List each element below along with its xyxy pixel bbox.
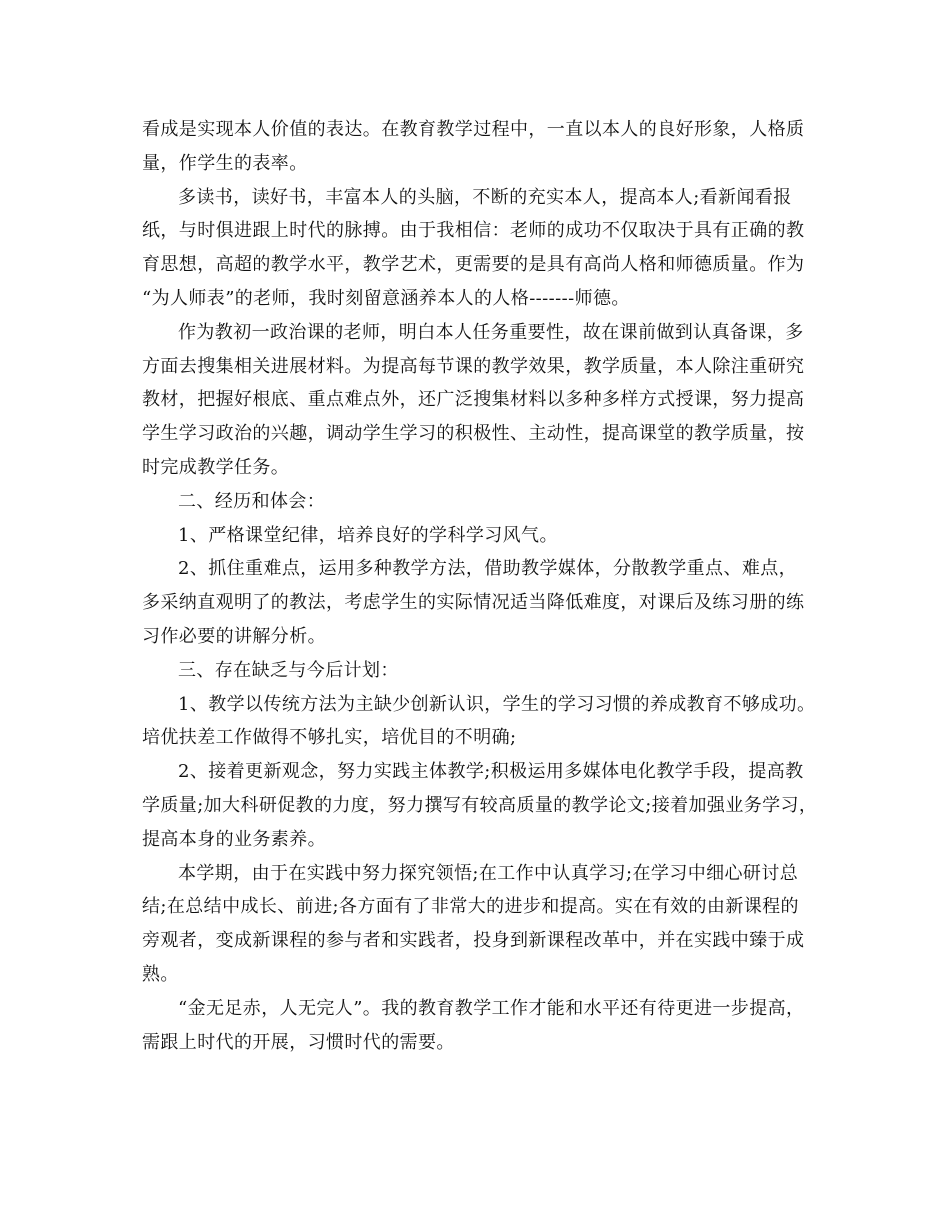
text-line: 2、接着更新观念，努力实践主体教学;积极运用多媒体电化教学手段，提高教 (178, 761, 804, 783)
text-line: 需跟上时代的开展，习惯时代的需要。 (142, 1031, 455, 1053)
text-line: 1、教学以传统方法为主缺少创新认识，学生的学习习惯的养成教育不够成功。 (178, 693, 816, 715)
text-line: 提高本身的业务素养。 (142, 828, 326, 850)
text-line: 多读书，读好书，丰富本人的头脑，不断的充实本人，提高本人;看新闻看报 (178, 186, 792, 208)
text-line: 作为教初一政治课的老师，明白本人任务重要性，故在课前做到认真备课，多 (178, 321, 804, 343)
text-line: 时完成教学任务。 (142, 456, 290, 478)
text-line: 熟。 (142, 963, 179, 985)
document-body (142, 113, 832, 1059)
text-line: 1、严格课堂纪律，培养良好的学科学习风气。 (178, 524, 558, 546)
text-line: 方面去搜集相关进展材料。为提高每节课的教学效果，教学质量，本人除注重研究 (142, 355, 805, 377)
text-line: 二、经历和体会： (178, 490, 326, 512)
text-line: 量，作学生的表率。 (142, 152, 308, 174)
text-line: 教材，把握好根底、重点难点外，还广泛搜集材料以多种多样方式授课，努力提高 (142, 389, 805, 411)
text-line: 看成是实现本人价值的表达。在教育教学过程中，一直以本人的良好形象，人格质 (142, 119, 805, 140)
text-line: 培优扶差工作做得不够扎实，培优目的不明确; (142, 727, 517, 749)
text-line: 习作必要的讲解分析。 (142, 625, 326, 647)
text-line: 纸，与时俱进跟上时代的脉搏。由于我相信：老师的成功不仅取决于具有正确的教 (142, 220, 805, 242)
text-line: 结;在总结中成长、前进;各方面有了非常大的进步和提高。实在有效的由新课程的 (142, 896, 799, 918)
text-line: “为人师表”的老师，我时刻留意涵养本人的人格-------师德。 (142, 287, 630, 309)
text-line: 多采纳直观明了的教法，考虑学生的实际情况适当降低难度，对课后及练习册的练 (142, 592, 805, 614)
text-line: 旁观者，变成新课程的参与者和实践者，投身到新课程改革中，并在实践中臻于成 (142, 930, 805, 952)
text-line: 学生学习政治的兴趣，调动学生学习的积极性、主动性，提高课堂的教学质量，按 (142, 423, 805, 445)
text-line: 2、抓住重难点，运用多种教学方法，借助教学媒体，分散教学重点、难点， (178, 558, 798, 580)
text-line: “金无足赤，人无完人”。我的教育教学工作才能和水平还有待更进一步提高， (178, 997, 805, 1019)
text-line: 本学期，由于在实践中努力探究领悟;在工作中认真学习;在学习中细心研讨总 (178, 862, 799, 884)
text-line: 三、存在缺乏与今后计划： (178, 659, 399, 681)
text-line: 学质量;加大科研促教的力度，努力撰写有较高质量的教学论文;接着加强业务学习， (142, 794, 818, 816)
text-line: 育思想，高超的教学水平，教学艺术，更需要的是具有高尚人格和师德质量。作为 (142, 254, 805, 276)
